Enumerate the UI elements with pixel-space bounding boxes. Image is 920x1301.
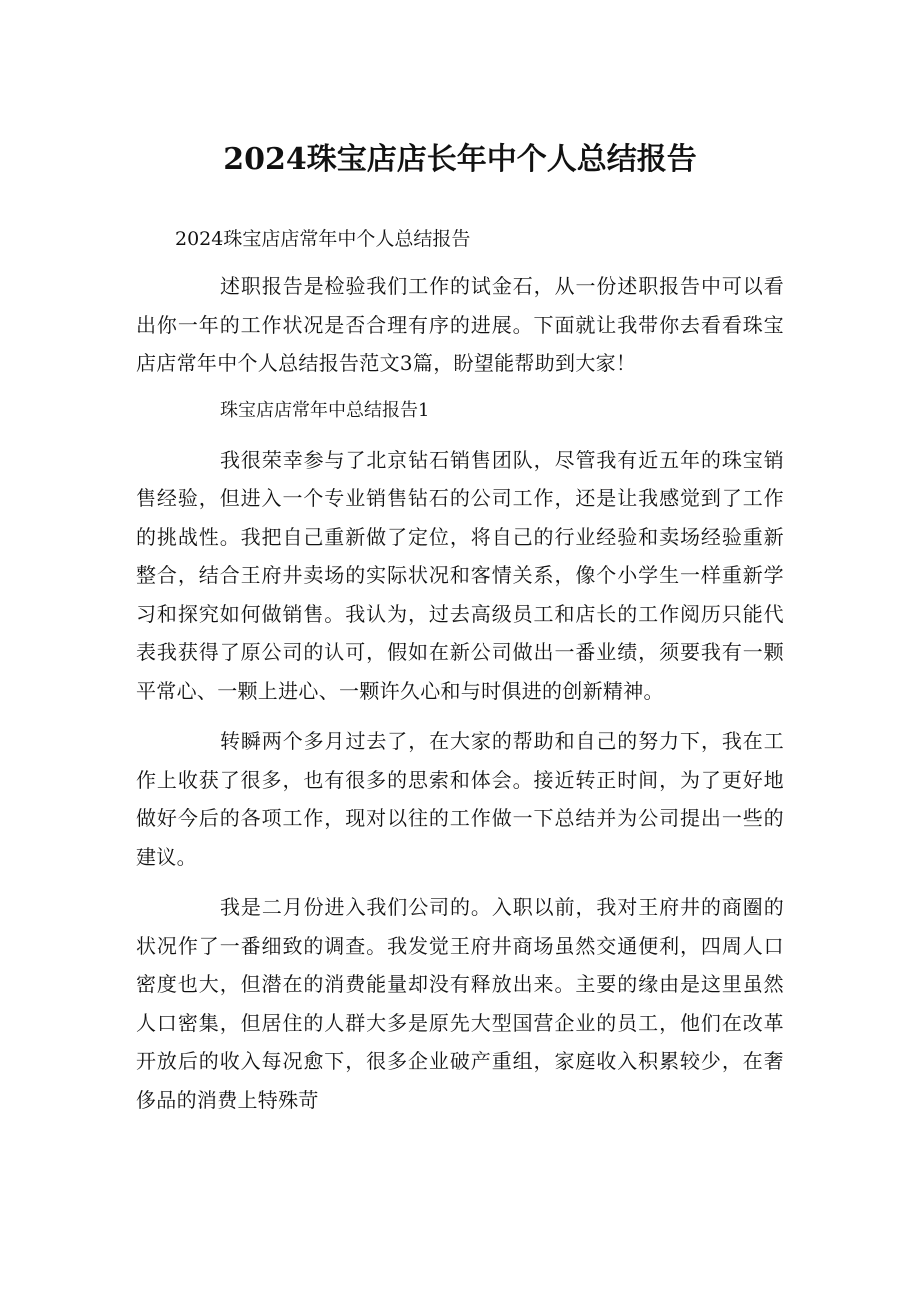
document-title: 2024珠宝店店长年中个人总结报告 <box>223 142 697 177</box>
intro-paragraph: 述职报告是检验我们工作的试金石，从一份述职报告中可以看出你一年的工作状况是否合理有序的进展。下面就让我带你去看看珠宝店店常年中个人总结报告范文3篇，盼望能帮助到大家！ <box>136 274 784 375</box>
body-paragraph: 转瞬两个多月过去了，在大家的帮助和自己的努力下，我在工作上收获了很多，也有很多的思索和体会。接近转正时间，为了更好地做好今后的各项工作，现对以往的工作做一下总结并为公司提出一些的建议。 <box>136 729 784 869</box>
section-heading: 珠宝店店常年中总结报告1 <box>220 399 430 421</box>
document-body <box>136 267 784 1131</box>
body-paragraph: 我很荣幸参与了北京钻石销售团队，尽管我有近五年的珠宝销售经验，但进入一个专业销售钻石的公司工作，还是让我感觉到了工作的挑战性。我把自己重新做了定位，将自己的行业经验和卖场经验重新整合，结合王府井卖场的实际状况和客情关系，像个小学生一样重新学习和探究如何做销售。我认为，过去高级员工和店长的工作阅历只能代表我获得了原公司的认可，假如在新公司做出一番业绩，须要我有一颗平常心、一颗上进心、一颗许久心和与时俱进的创新精神。 <box>136 447 784 703</box>
document-subtitle: 2024珠宝店店常年中个人总结报告 <box>175 228 471 250</box>
body-paragraph: 我是二月份进入我们公司的。入职以前，我对王府井的商圈的状况作了一番细致的调查。我发觉王府井商场虽然交通便利，四周人口密度也大，但潜在的消费能量却没有释放出来。主要的缘由是这里虽然人口密集，但居住的人群大多是原先大型国营企业的员工，他们在改革开放后的收入每况愈下，很多企业破产重组，家庭收入积累较少，在奢侈品的消费上特殊苛 <box>136 895 784 1112</box>
